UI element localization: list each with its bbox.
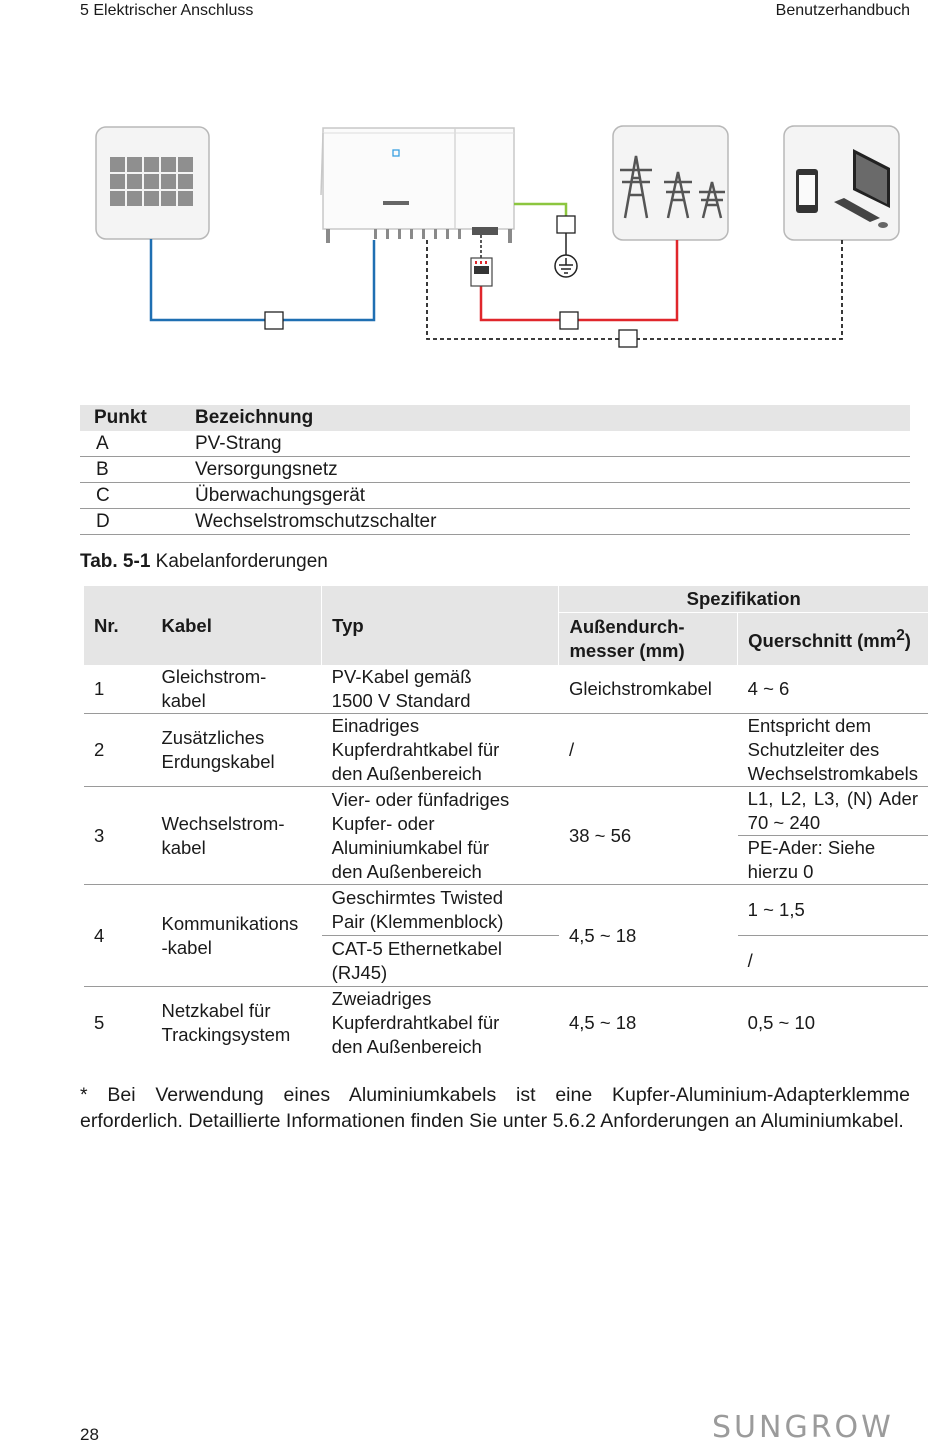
cell-typ [322,987,559,1060]
header-od-line: Außendurch- [569,616,685,637]
legend-description: PV-Strang [181,431,910,457]
label-box-comm [619,330,637,347]
table-caption-label: Tab. 5-1 [80,551,151,572]
header-typ: Typ [322,586,559,665]
inverter-icon [321,128,514,243]
legend-table [80,405,910,535]
header-doc-title: Benutzerhandbuch [775,2,910,19]
cell-line: den Außenbereich [331,860,482,882]
legend-point: D [80,509,181,535]
header-aussendurchmesser [559,613,738,666]
page-number: 28 [80,1425,99,1444]
legend-header-bezeichnung: Bezeichnung [181,405,910,431]
cell-line: Wechselstromkabels [747,763,918,784]
cell-line: Geschirmtes Twisted [331,887,504,908]
table-row [84,665,928,714]
header-qs-text: Querschnitt (mm [748,630,897,652]
table-row [84,714,928,787]
legend-row [80,431,910,457]
table-header-row [84,586,928,613]
cell-od: / [559,714,738,787]
cell-typ [322,936,559,987]
cell-line: Kupfer- oder [331,812,435,834]
cell-od: 4,5 ~ 18 [568,1012,637,1033]
cell-kabel [151,714,321,787]
cell-typ [322,714,559,787]
label-box-dc [265,312,283,329]
legend-description: Wechselstromschutzschalter [181,509,910,535]
table-caption-title: Kabelanforderungen [155,551,328,572]
header-qs-sup: 2 [896,627,905,645]
cell-qs: 0,5 ~ 10 [747,1012,816,1033]
cell-kabel [151,987,321,1060]
cell-line: CAT-5 Ethernetkabel [331,938,503,959]
legend-point: B [80,457,181,483]
cell-typ [322,665,559,714]
label-box-ground [557,216,575,233]
legend-header-row [80,405,910,431]
table-row [84,987,928,1060]
cell-typ [322,885,559,936]
sungrow-logo: SUNGROW [712,1410,894,1445]
legend-header-punkt: Punkt [80,405,181,431]
monitoring-device-icon [784,126,899,240]
cell-qs [738,714,928,787]
cell-line: Gleichstrom- [161,666,267,687]
cell-line: den Außenbereich [331,1036,482,1057]
circuit-breaker-icon [471,258,492,286]
cell-line: 1500 V Standard [331,690,471,711]
ac-cable-line [481,240,677,320]
cell-kabel [151,787,321,885]
cell-od: 4,5 ~ 18 [559,885,738,987]
cell-line: (RJ45) [331,962,388,983]
cell-line: Pair (Klemmenblock) [331,911,504,932]
cell-line: Wechselstrom- [161,812,285,834]
cell-kabel [151,665,321,714]
header-section: 5 Elektrischer Anschluss [80,2,254,19]
cell-line: 70 ~ 240 [747,812,821,833]
table-row [84,787,928,836]
cell-nr: 1 [84,665,151,714]
table-caption [80,551,328,573]
cell-line: Netzkabel für [161,1000,271,1021]
cell-line: kabel [161,836,206,858]
header-spezifikation: Spezifikation [559,586,928,613]
cell-nr: 2 [84,714,151,787]
comm-cable-line [427,240,842,339]
cell-kabel [151,885,321,987]
ground-icon [555,255,577,277]
legend-row [80,457,910,483]
cell-line: Aluminiumkabel für [331,836,489,858]
cell-qs: 1 ~ 1,5 [738,885,928,936]
cell-line: Entspricht dem [747,715,872,736]
header-kabel: Kabel [151,586,321,665]
header-qs-end: ) [904,630,911,652]
cell-line: hierzu 0 [747,861,814,882]
pv-panel-icon [96,127,209,239]
cell-od: Gleichstromkabel [559,665,738,714]
power-grid-icon [613,126,728,240]
legend-row [80,483,910,509]
cell-line: kabel [161,690,206,711]
label-box-ac [560,312,578,329]
cell-line: Schutzleiter des [747,739,880,760]
cable-requirements-table [84,586,928,1059]
cell-qs [738,836,928,885]
cell-qs: / [738,936,928,987]
legend-description: Überwachungsgerät [181,483,910,509]
cell-line: PV-Kabel gemäß [331,666,472,687]
cell-qs [738,787,928,836]
cell-nr: 4 [84,885,151,987]
legend-description: Versorgungsnetz [181,457,910,483]
cell-line: Zweiadriges [331,988,432,1009]
cell-line: -kabel [161,936,212,958]
cell-line: Erdungskabel [161,751,275,772]
dc-cable-line [151,239,374,320]
legend-point: A [80,431,181,457]
cell-od: 38 ~ 56 [559,787,738,885]
cell-nr: 5 [94,1012,105,1033]
cell-qs: 4 ~ 6 [738,665,928,714]
cell-line: den Außenbereich [331,763,482,784]
cell-line: Einadriges [331,715,420,736]
cell-line: Vier- oder fünfadriges [331,788,510,810]
cell-line: Kommunikations [161,912,299,934]
footnote: * Bei Verwendung eines Aluminiumkabels ist eine Kupfer-Aluminium-Adapterklemme erforderlich. Detaillierte Informationen finden Sie unter 5.6.2 Anforderungen an Aluminiumkabel. [80,1084,910,1132]
cell-line: Kupferdrahtkabel für [331,739,500,760]
legend-point: C [80,483,181,509]
cell-line: PE-Ader: Siehe [747,837,876,858]
header-querschnitt [738,613,928,666]
cell-typ [322,787,559,885]
header-od-line: messer (mm) [569,640,685,661]
legend-row [80,509,910,535]
cell-line: L1, L2, L3, (N) Ader [747,788,918,809]
cell-line: Kupferdrahtkabel für [331,1012,500,1033]
cell-nr: 3 [84,787,151,885]
cell-line: Trackingsystem [161,1024,291,1045]
connection-diagram [0,110,950,360]
header-nr: Nr. [84,586,151,665]
table-row [84,885,928,936]
cell-line: Zusätzliches [161,727,265,748]
